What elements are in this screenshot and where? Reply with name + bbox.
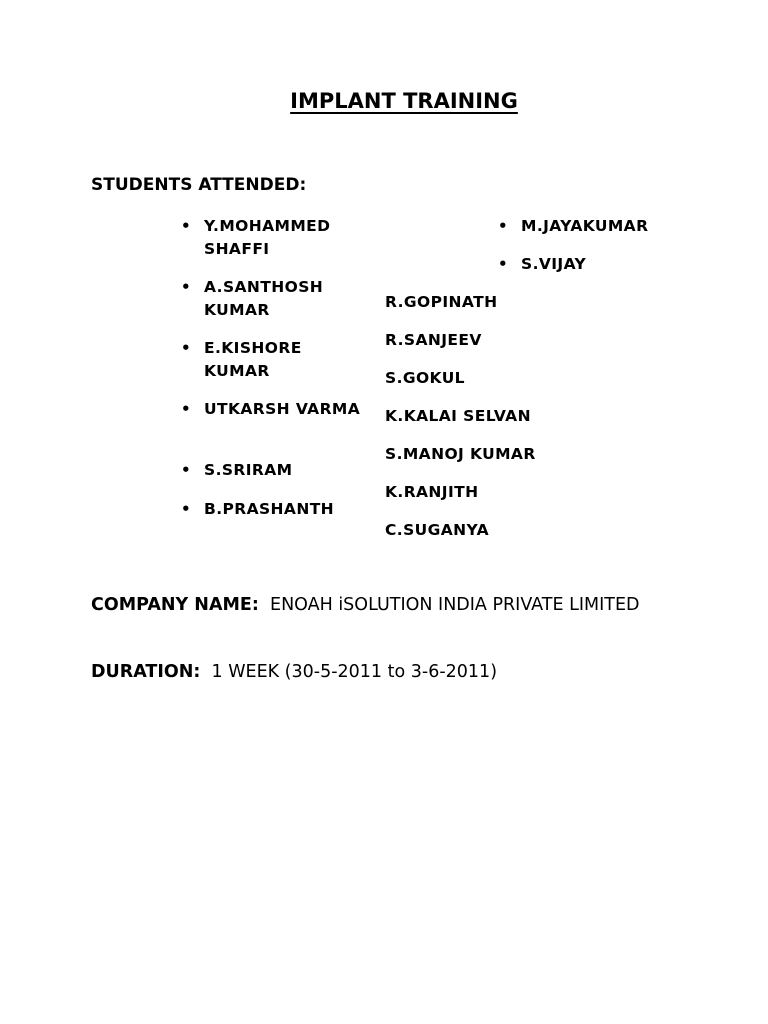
list-item — [181, 215, 364, 261]
student-name: R.SANJEEV — [385, 331, 482, 349]
bullet-icon: • — [181, 278, 191, 296]
student-name: M.JAYAKUMAR — [521, 217, 649, 235]
bullet-icon: • — [181, 500, 191, 518]
list-item — [181, 498, 335, 521]
student-name: S.MANOJ KUMAR — [385, 445, 536, 463]
bullet-icon: • — [181, 400, 191, 418]
list-item — [181, 276, 364, 322]
company-line — [91, 592, 671, 619]
student-name: C.SUGANYA — [385, 521, 490, 539]
bullet-icon: • — [181, 339, 191, 357]
student-name: E.KISHORE KUMAR — [204, 339, 302, 380]
duration-line — [91, 659, 691, 686]
student-name: UTKARSH VARMA — [204, 400, 361, 418]
students-heading: STUDENTS ATTENDED: — [91, 175, 307, 195]
student-name: Y.MOHAMMED SHAFFI — [204, 217, 331, 258]
bullet-icon: • — [181, 461, 191, 479]
list-item — [181, 459, 293, 482]
student-name: S.VIJAY — [521, 255, 587, 273]
bullet-icon: • — [498, 255, 508, 273]
student-name: R.GOPINATH — [385, 293, 498, 311]
company-value: ENOAH iSOLUTION INDIA PRIVATE LIMITED — [270, 595, 640, 615]
list-item — [498, 215, 649, 238]
list-item — [181, 398, 361, 421]
student-name: S.GOKUL — [385, 369, 465, 387]
list-item — [498, 253, 587, 276]
bullet-icon: • — [498, 217, 508, 235]
page-title: IMPLANT TRAINING — [290, 89, 518, 113]
list-item — [181, 337, 364, 383]
student-name: K.RANJITH — [385, 483, 479, 501]
duration-value: 1 WEEK (30-5-2011 to 3-6-2011) — [211, 662, 498, 682]
bullet-icon: • — [181, 217, 191, 235]
student-name: S.SRIRAM — [204, 461, 293, 479]
student-name: K.KALAI SELVAN — [385, 407, 531, 425]
duration-label: DURATION: — [91, 662, 201, 682]
student-name: B.PRASHANTH — [204, 500, 335, 518]
company-label: COMPANY NAME: — [91, 595, 259, 615]
student-name: A.SANTHOSH KUMAR — [204, 278, 324, 319]
